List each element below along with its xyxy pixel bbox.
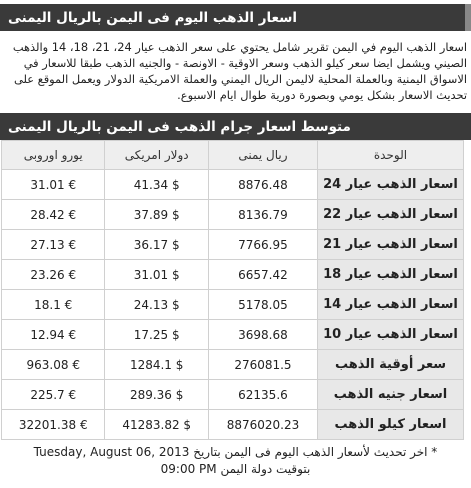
row-label: اسعار الذهب عيار 10: [318, 320, 464, 350]
update-date: Tuesday, August 06, 2013: [33, 445, 190, 459]
table-row: [2, 170, 464, 200]
price-usd: $ 289.36: [105, 380, 208, 410]
price-eur: € 32201.38: [2, 410, 105, 440]
header-usd: دولار امريكى: [105, 141, 208, 170]
update-prefix: * اخر تحديث لأسعار الذهب اليوم فى اليمن بتاريخ: [193, 445, 438, 459]
price-rial: 8136.79: [208, 200, 317, 230]
gold-prices-table: [1, 140, 464, 440]
price-usd: $ 37.89: [105, 200, 208, 230]
row-label: سعر أوقية الذهب: [318, 350, 464, 380]
row-label: اسعار الذهب عيار 18: [318, 260, 464, 290]
row-label: اسعار الذهب عيار 14: [318, 290, 464, 320]
page-title-bar: [0, 4, 471, 31]
update-suffix: بتوقيت دولة اليمن: [220, 462, 311, 476]
price-eur: € 31.01: [2, 170, 105, 200]
price-usd: $ 1284.1: [105, 350, 208, 380]
price-usd: $ 31.01: [105, 260, 208, 290]
row-label: اسعار الذهب عيار 21: [318, 230, 464, 260]
row-label: اسعار جنيه الذهب: [318, 380, 464, 410]
row-label: اسعار الذهب عيار 24: [318, 170, 464, 200]
price-usd: $ 24.13: [105, 290, 208, 320]
table-header-row: [2, 141, 464, 170]
price-rial: 8876.48: [208, 170, 317, 200]
row-label: اسعار الذهب عيار 22: [318, 200, 464, 230]
price-eur: € 27.13: [2, 230, 105, 260]
table-row: [2, 350, 464, 380]
table-row: [2, 380, 464, 410]
table-row: [2, 230, 464, 260]
price-rial: 8876020.23: [208, 410, 317, 440]
price-rial: 3698.68: [208, 320, 317, 350]
table-row: [2, 260, 464, 290]
page-title: اسعار الذهب اليوم فى اليمن بالريال اليمنى: [8, 9, 298, 26]
header-rial: ريال يمنى: [208, 141, 317, 170]
price-eur: € 18.1: [2, 290, 105, 320]
price-rial: 7766.95: [208, 230, 317, 260]
price-eur: € 225.7: [2, 380, 105, 410]
price-eur: € 28.42: [2, 200, 105, 230]
last-update-note: [0, 440, 471, 478]
price-usd: $ 41283.82: [105, 410, 208, 440]
header-unit: الوحدة: [318, 141, 464, 170]
row-label: اسعار كيلو الذهب: [318, 410, 464, 440]
price-eur: € 23.26: [2, 260, 105, 290]
price-rial: 6657.42: [208, 260, 317, 290]
header-eur: يورو اوروبى: [2, 141, 105, 170]
intro-paragraph: اسعار الذهب اليوم في اليمن تقرير شامل يحتوي على سعر الذهب عيار 24، 21، 18، 14 والذهب الصيني ويشمل ايضا سعر كيلو الذهب وسعر الاوقية - الاونصة - والجنيه الذهب طبقا للاسعار في الاسواق اليمنية وبالعملة المحلية لاليمن الريال اليمني والعملة الامريكية الدولار ويعمل الموقع على تحديث الاسعار بشكل يومي وبصورة دورية طوال ايام الاسبوع.: [12, 40, 467, 102]
price-usd: $ 41.34: [105, 170, 208, 200]
table-row: [2, 320, 464, 350]
price-eur: € 12.94: [2, 320, 105, 350]
table-row: [2, 200, 464, 230]
table-title-bar: [0, 113, 471, 140]
price-rial: 62135.6: [208, 380, 317, 410]
price-eur: € 963.08: [2, 350, 105, 380]
price-usd: $ 36.17: [105, 230, 208, 260]
price-rial: 276081.5: [208, 350, 317, 380]
price-usd: $ 17.25: [105, 320, 208, 350]
table-title: متوسط اسعار جرام الذهب فى اليمن بالريال اليمنى: [8, 118, 351, 135]
table-row: [2, 410, 464, 440]
update-time: 09:00 PM: [160, 462, 217, 476]
price-rial: 5178.05: [208, 290, 317, 320]
table-row: [2, 290, 464, 320]
